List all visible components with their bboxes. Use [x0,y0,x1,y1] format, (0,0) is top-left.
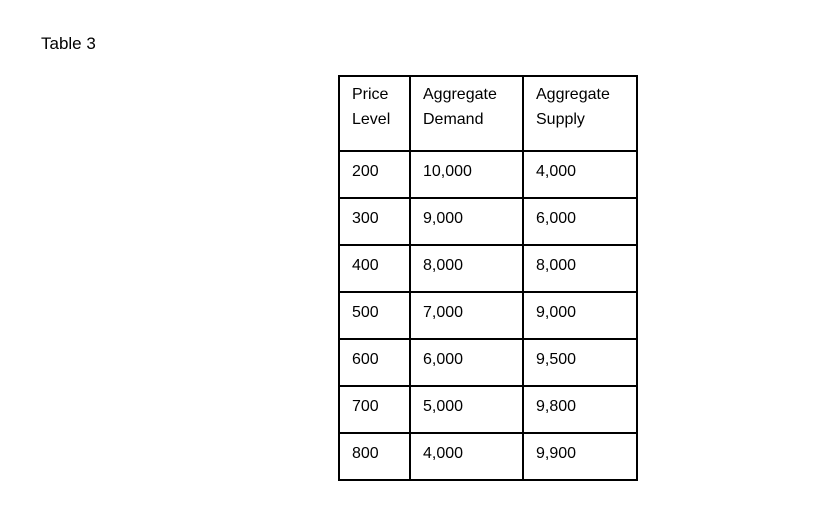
table-header-row [339,76,637,151]
header-text: Price [352,86,389,103]
cell-aggregate-supply: 9,800 [523,386,637,433]
cell-aggregate-demand: 9,000 [410,198,523,245]
cell-aggregate-supply: 9,000 [523,292,637,339]
table-row [339,292,637,339]
header-text: Aggregate [423,86,497,103]
table-row [339,198,637,245]
cell-price-level: 300 [339,198,410,245]
cell-aggregate-demand: 6,000 [410,339,523,386]
table-row [339,245,637,292]
header-text: Supply [536,111,585,128]
cell-aggregate-demand: 7,000 [410,292,523,339]
header-aggregate-supply [523,76,637,151]
cell-price-level: 500 [339,292,410,339]
cell-aggregate-demand: 5,000 [410,386,523,433]
cell-aggregate-demand: 8,000 [410,245,523,292]
cell-aggregate-supply: 4,000 [523,151,637,198]
table-row [339,433,637,480]
header-aggregate-demand [410,76,523,151]
cell-price-level: 700 [339,386,410,433]
cell-price-level: 200 [339,151,410,198]
aggregate-demand-supply-table [338,75,638,481]
header-text: Demand [423,111,484,128]
cell-aggregate-supply: 6,000 [523,198,637,245]
table-row [339,339,637,386]
table-row [339,386,637,433]
cell-price-level: 600 [339,339,410,386]
cell-aggregate-supply: 9,500 [523,339,637,386]
header-price-level [339,76,410,151]
header-text: Level [352,111,391,128]
cell-aggregate-supply: 9,900 [523,433,637,480]
cell-price-level: 800 [339,433,410,480]
cell-aggregate-demand: 4,000 [410,433,523,480]
cell-aggregate-demand: 10,000 [410,151,523,198]
table-row [339,151,637,198]
header-text: Aggregate [536,86,610,103]
cell-price-level: 400 [339,245,410,292]
cell-aggregate-supply: 8,000 [523,245,637,292]
table-caption: Table 3 [41,34,96,53]
